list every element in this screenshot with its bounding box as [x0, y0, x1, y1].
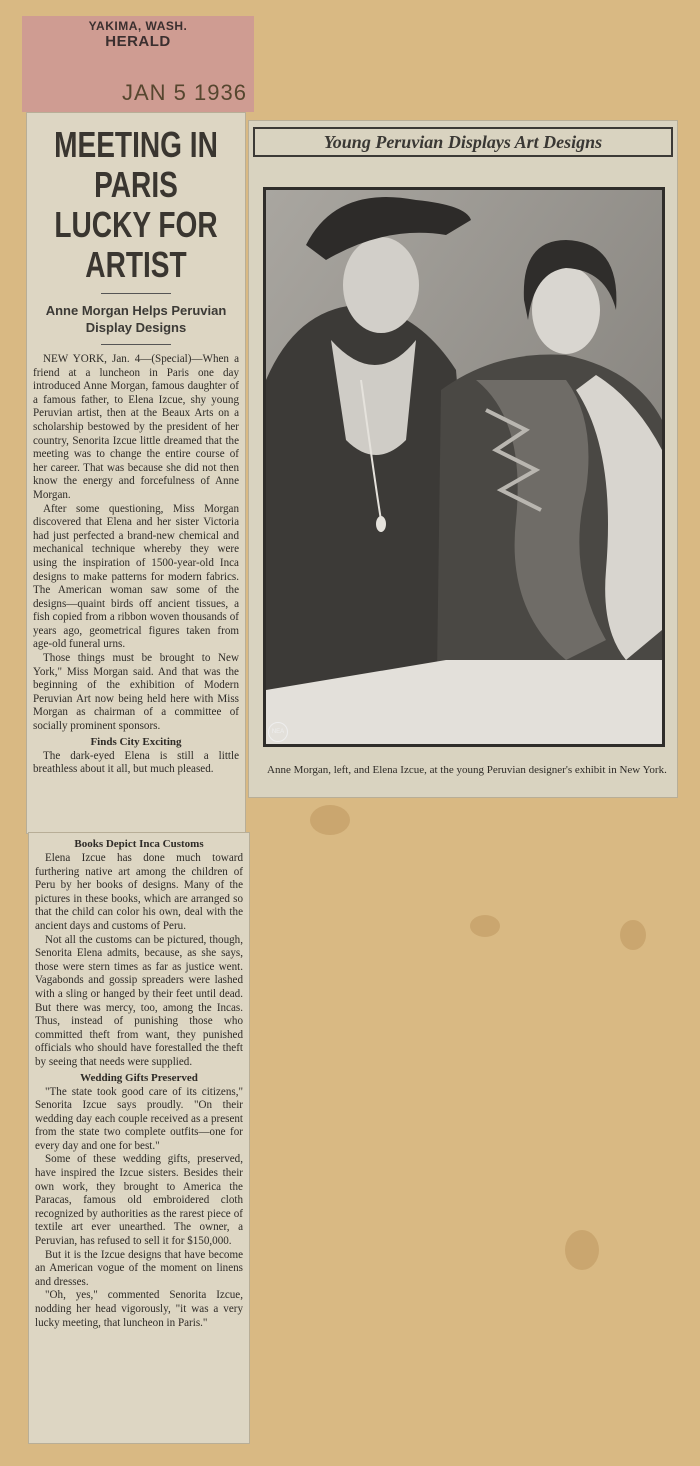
paper-stain — [470, 915, 500, 937]
article-body-continued — [35, 837, 243, 1330]
article-column-1 — [26, 112, 246, 834]
paragraph: "The state took good care of its citizens," Senorita Izcue says proudly. "On their wedding day each couple received as a present from the state two complete outfits—one for every day and one for best." — [35, 1085, 243, 1152]
paragraph: NEW YORK, Jan. 4—(Special)—When a friend at a luncheon in Paris one day introduced Anne Morgan, famous daughter of a famous father, to Elena Izcue, shy young Peruvian artist, then at the Beaux Arts on a scholarship bestowed by the president of her country, Senorita Izcue little dreamed that the meeting was to change the entire course of her career. That was because she did not then know the energy and forcefulness of Anne Morgan. — [33, 353, 239, 501]
headline-line-1: MEETING IN PARIS — [54, 124, 218, 205]
paragraph: Elena Izcue has done much toward furthering native art among the children of Peru by her books of designs. Many of the pictures in these books, which are arranged so that the child can color his own, deal with the ancient days and customs of Peru. — [35, 852, 243, 932]
section-heading: Books Depict Inca Customs — [74, 838, 204, 850]
clipping-city: YAKIMA, WASH. — [88, 19, 188, 33]
nea-badge-icon: NEA — [268, 722, 288, 742]
paragraph: But it is the Izcue designs that have become an American vogue of the moment on linens and dresses. — [35, 1248, 243, 1288]
paper-stain — [620, 920, 646, 950]
article-column-2 — [28, 832, 250, 1444]
headline-line-2: LUCKY FOR ARTIST — [54, 204, 218, 285]
paragraph: After some questioning, Miss Morgan discovered that Elena and her sister Victoria had just perfected a brand-new chemical and mechanical technique whereby they were using the inspiration of 1500-year-old Inca designs to make patterns for modern fabrics. The American woman saw some of the designs—quaint birds off ancient tissues, a fish copied from a ribbon woven thousands of years ago, geometrical figures taken from age-old funeral urns. — [33, 502, 239, 651]
section-heading: Finds City Exciting — [90, 735, 182, 748]
date-stamp: JAN 5 1936 — [122, 80, 247, 105]
clipping-paper-name: HERALD — [105, 33, 171, 50]
portrait-photo — [263, 187, 665, 747]
paragraph: "Oh, yes," commented Senorita Izcue, nodding her head vigorously, "it was a very lucky meeting, that luncheon in Paris." — [35, 1289, 243, 1329]
photo-illustration — [266, 190, 662, 744]
paper-stain — [565, 1230, 599, 1270]
photo-title: Young Peruvian Displays Art Designs — [253, 127, 673, 157]
paragraph: Those things must be brought to New York," Miss Morgan said. And that was the beginning of the exhibition of Modern Peruvian Art now being held here with Miss Morgan as chairman of a committee of socially prominent sponsors. — [33, 652, 239, 733]
paragraph: Some of these wedding gifts, preserved, have inspired the Izcue sisters. Besides their own work, they brought to America the Paracas, famous old embroidered cloth recognized by authorities as the rarest piece of textile art ever unearthed. The owner, a Peruvian, has refused to sell it for $150,000. — [35, 1153, 243, 1248]
clipping-label — [22, 16, 254, 112]
article-headline — [37, 125, 235, 285]
photo-caption: Anne Morgan, left, and Elena Izcue, at the young Peruvian designer's exhibit in New York. — [267, 764, 667, 776]
paragraph: The dark-eyed Elena is still a little breathless about it all, but much pleased. — [33, 749, 239, 776]
photo-clipping — [248, 120, 678, 798]
divider — [101, 293, 171, 294]
section-heading: Wedding Gifts Preserved — [80, 1071, 198, 1084]
paper-stain — [310, 805, 350, 835]
divider — [101, 344, 171, 345]
article-subhead: Anne Morgan Helps Peruvian Display Designs — [45, 303, 227, 335]
paragraph: Not all the customs can be pictured, though, Senorita Elena admits, because, as she says, those were stern times as far as justice went. Vagabonds and gossip spreaders were lashed with a sling or hanged by their feet until dead. But there was mercy, too, among the Incas. Thus, instead of punishing those who committed theft from want, they punished officials who should have forestalled the theft by seeing that needs were supplied. — [35, 933, 243, 1068]
article-body — [33, 353, 239, 777]
